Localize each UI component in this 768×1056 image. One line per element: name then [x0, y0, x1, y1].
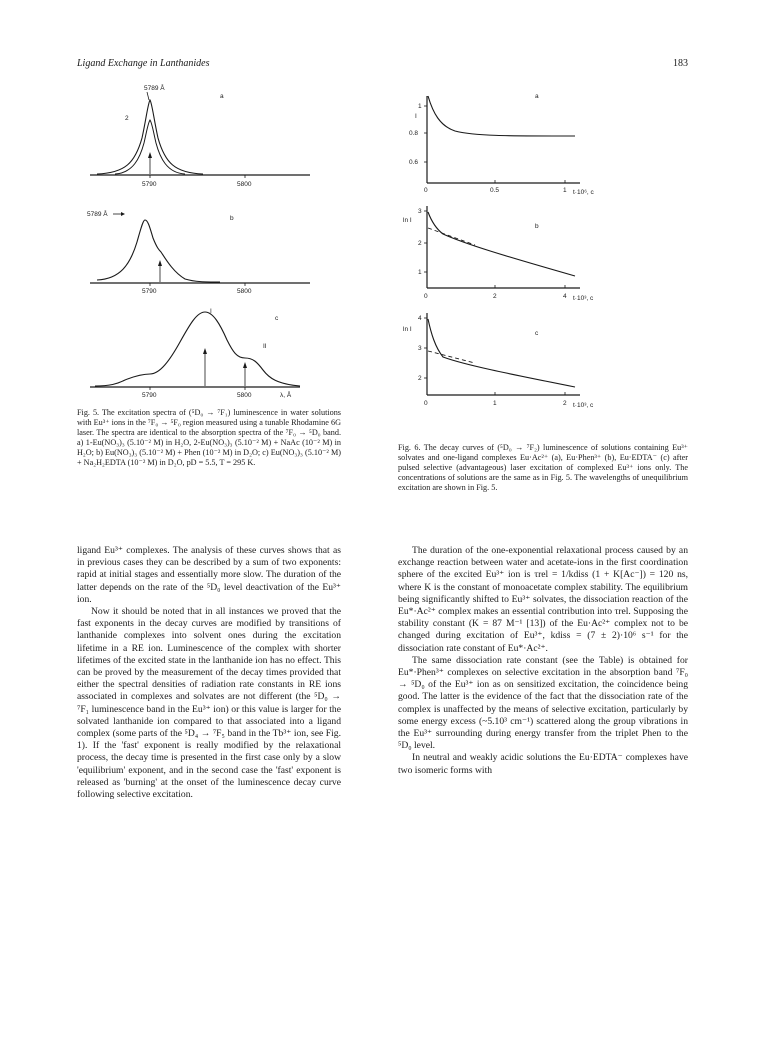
fig6c-xtick-1: 1 — [493, 400, 497, 407]
fig6c-extrapolation — [428, 351, 475, 363]
fig6c-ytick-2: 2 — [418, 375, 422, 382]
fig6b-xtick-2: 2 — [493, 293, 497, 300]
fig6c-y-axis: ln I — [403, 326, 412, 333]
fig5a-peak-label: 5789 Å — [144, 85, 165, 92]
fig5c-tick-5800: 5800 — [237, 392, 252, 399]
fig5a-arrow-head — [148, 152, 152, 158]
fig5a-tick-5790: 5790 — [142, 181, 157, 188]
fig5c-peak-i: I — [210, 308, 212, 315]
fig6c-label: c — [535, 330, 539, 337]
fig5c-label: c — [275, 315, 279, 322]
fig6-caption: Fig. 6. The decay curves of (⁵D₀ → ⁷F₂) luminescence of solutions containing Eu³⁺ solvates and one-ligand complexes Eu·Ac²⁺ (a), Eu·Phen³⁺ (b), Eu·EDTA⁻ (c) after pulsed selective (advantageous) laser excitation of complexed Eu³⁺ ions only. The concentrations of solutions are the same as in Fig. 5. The wavelengths of unequilibrium excitation are shown in Fig. 5. — [398, 443, 688, 492]
fig5a-label: a — [220, 93, 224, 100]
body-right-column — [398, 545, 688, 777]
fig5b-curve — [97, 220, 220, 282]
fig6b-xtick-4: 4 — [563, 293, 567, 300]
fig6a-xtick-0: 0 — [424, 187, 428, 194]
fig5c-peak-ii: II — [263, 343, 267, 350]
fig6c-xtick-0: 0 — [424, 400, 428, 407]
fig6b-extrapolation — [428, 228, 475, 245]
fig6b-y-axis: ln I — [403, 217, 412, 224]
fig6b-xtick-0: 0 — [424, 293, 428, 300]
fig6a-label: a — [535, 93, 539, 100]
fig5c-tick-5790: 5790 — [142, 392, 157, 399]
fig6c-ytick-4: 4 — [418, 315, 422, 322]
fig5a-leader-line — [147, 92, 149, 100]
fig6c-curve — [428, 319, 575, 387]
fig6b-ytick-3: 3 — [418, 208, 422, 215]
fig6a-curve — [428, 96, 575, 136]
fig6-panel-c — [395, 305, 615, 410]
fig6b-label: b — [535, 223, 539, 230]
body-right-para-1: The duration of the one-exponential relaxational process caused by an exchange reaction between water and acetate-ions in the first coordination sphere of the excited Eu³⁺ ion is τrel = 1/kdiss (1 + K[Ac⁻]) = 120 ns, where K is the constant of monoacetate complex stability. The equilibrium being significantly shifted to Eu³⁺ solvates, the dissociation reaction of the Eu*·Ac²⁺ complex makes an essential contribution into τrel. Supposing the stability constant (K = 87 M⁻¹ [13]) of the Eu·Ac²⁺ complex not to be changed during excitation of Eu³⁺, kdiss = (7 ± 2)·10⁶ s⁻¹ for the dissociation rate constant of Eu*·Ac²⁺. — [398, 545, 688, 654]
fig5-caption: Fig. 5. The excitation spectra of (⁵D₀ → ⁷F₁) luminescence in water solutions with Eu³⁺ ions in the ⁷F₀ → ⁵F₀ region measured using a tunable Rhodamine 6G laser. The spectra are identical to the absorption spectra of the ⁷F₀ → ⁵D₀ band. a) 1-Eu(NO₃)₃ (5.10⁻² M) in H₂O, 2-Eu(NO₃)₃ (5.10⁻² M) + NaAc (10⁻² M) in H₂O; b) Eu(NO₃)₃ (5.10⁻² M) + Phen (10⁻² M) in D₂O; c) Eu(NO₃)₃ (5.10⁻² M) + Na₂H₂EDTA (10⁻² M) in D₂O, pD = 5.5, T = 295 K. — [77, 408, 341, 467]
fig6b-ytick-2: 2 — [418, 240, 422, 247]
fig5b-tick-5800: 5800 — [237, 288, 252, 295]
fig6c-xtick-2: 2 — [563, 400, 567, 407]
fig6-panel-b — [395, 198, 615, 308]
fig5b-label: b — [230, 215, 234, 222]
fig6a-xtick-1: 1 — [563, 187, 567, 194]
fig5a-tick-5800: 5800 — [237, 181, 252, 188]
fig5c-curve — [95, 312, 300, 386]
body-left-para-1: ligand Eu³⁺ complexes. The analysis of these curves shows that as in previous cases they can be described by a sum of two exponents: rapid at initial stages and essentially more slow. The duration of the latter depends on the rate of the ⁵D₀ level deactivation of the Eu³⁺ ion. — [77, 545, 341, 605]
fig6a-xtick-0.5: 0.5 — [490, 187, 500, 194]
body-left-para-2: Now it should be noted that in all instances we proved that the fast exponents in the decay curves are modified by transitions of lanthanide complexes into solvent ones during the excitation lifetime in a RE ion. Luminescence of the complex with shorter lifetimes of the excited state in the lanthanide ion has no effect. This can be proved by the measurement of the decay times provided that either the spectral densities of radiation rate constants in RE ions associated in complexes and solvates are not different (the ⁵D₀ → ⁷F₁ luminescence band in the Eu³⁺ ion) or this value is larger for the solvated lanthanide ion compared to that associated into a ligand complex (some parts of the ⁵D₄ → ⁷F₅ band in the Tb³⁺ ion, see Fig. 1). If the 'fast' exponent is really modified by the relaxational process, the decay time is presented in the first case only by a slow 'equilibrium' exponent, and in the second case the 'fast' exponent is released as 'burning' at the onset of the luminescence decay curve following selective excitation. — [77, 606, 341, 801]
fig5-panel-c — [85, 300, 315, 405]
running-title: Ligand Exchange in Lanthanides — [77, 58, 210, 69]
body-right-para-3: In neutral and weakly acidic solutions the Eu·EDTA⁻ complexes have two isomeric forms with — [398, 752, 688, 776]
fig6a-y-axis: I — [415, 113, 417, 120]
page-number: 183 — [673, 58, 688, 69]
fig6a-x-unit: t·10⁶, c — [573, 189, 594, 196]
fig5c-axis-unit: λ, Å — [280, 392, 292, 399]
fig6-panel-a — [395, 78, 615, 198]
body-left-column — [77, 545, 341, 801]
fig6a-ytick-0.6: 0.6 — [409, 159, 419, 166]
fig5-panel-b — [85, 200, 315, 300]
fig5a-peak-number: 2 — [125, 115, 129, 122]
fig6b-x-unit: t·10³, c — [573, 295, 594, 302]
fig6a-ytick-0.8: 0.8 — [409, 130, 419, 137]
fig5b-tick-5790: 5790 — [142, 288, 157, 295]
body-right-para-2: The same dissociation rate constant (see the Table) is obtained for Eu*·Phen³⁺ complexes on selective excitation in the absorption band ⁷F₀ → ⁵D₀ of the Eu³⁺ ion as on sensitized excitation, the coincidence being good. The latter is the evidence of the fact that the dissociation rate of the complex is unaffected by the means of selective excitation, particularly by some energy excess (~5.10³ cm⁻¹) scattered along the group vibrations in the Eu³⁺ surrounding during energy transfer from the triplet Phen to the ⁵D₀ level. — [398, 654, 688, 752]
fig5b-peak-label: 5789 Å — [87, 211, 108, 218]
fig6c-x-unit: t·10³, c — [573, 402, 594, 409]
fig6a-ytick-1: 1 — [418, 103, 422, 110]
fig6b-curve — [428, 212, 575, 276]
fig6b-ytick-1: 1 — [418, 269, 422, 276]
fig5-panel-a — [85, 78, 315, 193]
fig6c-ytick-3: 3 — [418, 345, 422, 352]
